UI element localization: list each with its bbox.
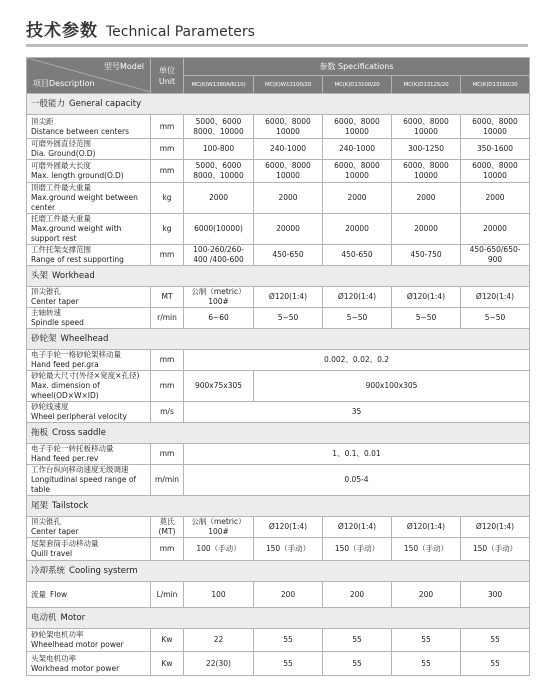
section-title [27,329,530,350]
spec-value-cell: 150（手动） [254,538,323,561]
section-title-cn: 拖板 [31,428,49,438]
spec-row [27,115,530,139]
spec-value-cell: 450-650 [254,245,323,266]
section-title-cn: 冷却系统 [31,566,66,576]
spec-row [27,139,530,160]
spec-row [27,652,530,676]
spec-row [27,538,530,561]
spec-name-cn: 头架电机功率 [31,653,76,663]
spec-name-cell [27,287,151,308]
spec-name-en: Wheelhead motor power [31,640,124,649]
section-title [27,608,530,629]
spec-value-cell: 2000 [323,183,392,214]
section-title [27,561,530,582]
spec-unit-cell: kg [151,214,184,245]
spec-unit-cell: mm [151,350,184,371]
spec-name-cn: 尾架套筒手动移动量 [31,539,99,548]
spec-value-cell: 6000、8000 10000 [254,115,323,139]
spec-name-en: Wheel peripheral velocity [31,412,127,421]
model-header-cell: MC(K)W1380A/6(10) [184,76,254,94]
header-divider [26,44,528,47]
spec-value-cell: Ø120(1:4) [461,517,530,538]
spec-value-cell: 240-1000 [254,139,323,160]
spec-name-en: Flow [50,589,68,599]
spec-value-cell: 5~50 [392,308,461,329]
spec-value-cell: 5~50 [254,308,323,329]
section-title-cn: 头架 [31,271,49,281]
spec-name-en: Center taper [31,297,79,306]
spec-name-cn: 砂轮最大尺寸(外径×宽度×孔径) [31,371,140,380]
spec-value-cell: 0.05-4 [184,465,530,496]
spec-value-cell: 100（手动） [184,538,254,561]
spec-name-cn: 顶磨工件最大重量 [31,183,91,192]
spec-value-cell: 6~60 [184,308,254,329]
spec-value-cell: 100-800 [184,139,254,160]
section-header-row [27,496,530,517]
spec-name-en: Longitudinal speed range of table [31,475,137,494]
page-header [26,16,526,46]
spec-value-cell: 450-650 [323,245,392,266]
spec-value-cell: 200 [254,582,323,608]
spec-value-cell: 6000、8000 10000 [254,160,323,183]
section-title-cn: 电动机 [31,613,57,623]
section-title-en: Cooling systerm [69,566,138,576]
spec-value-cell: 240-1000 [323,139,392,160]
spec-name-cell [27,160,151,183]
spec-unit-cell: m/s [151,402,184,423]
spec-row [27,582,530,608]
spec-name-cell [27,308,151,329]
spec-name-cn: 砂轮架电机功率 [31,630,84,639]
spec-name-en: Max. length ground(O.D) [31,171,124,180]
spec-value-cell: 55 [392,629,461,652]
spec-name-cn: 工件托架支撑范围 [31,245,91,254]
section-title-cn: 尾架 [31,501,49,511]
section-header-row [27,423,530,444]
section-title-en: Tailstock [52,501,89,511]
spec-row [27,214,530,245]
spec-name-en: Hand feed per.rev [31,454,99,463]
spec-value-cell: 150（手动） [323,538,392,561]
spec-value-cell: 2000 [461,183,530,214]
model-header-cell: MC(K)D13160/20 [461,76,530,94]
section-title-cn: 一般能力 [31,99,66,109]
spec-value-cell: 5000、6000 8000、10000 [184,115,254,139]
spec-value-cell: 20000 [254,214,323,245]
spec-value-cell: Ø120(1:4) [392,517,461,538]
spec-row [27,402,530,423]
spec-value-cell: Ø120(1:4) [323,287,392,308]
spec-value-cell: 公制（metric）100# [184,517,254,538]
spec-name-cn: 顶尖距 [31,116,54,126]
spec-value-cell: 1、0.1、0.01 [184,444,530,465]
spec-value-cell: 55 [461,629,530,652]
spec-name-cell [27,538,151,561]
spec-value-cell: Ø120(1:4) [461,287,530,308]
spec-name-cell [27,582,151,608]
spec-value-cell: 22 [184,629,254,652]
spec-unit-cell: mm [151,371,184,402]
spec-unit-cell: L/min [151,582,184,608]
spec-name-en: Max.ground weight with support rest [31,224,122,243]
spec-name-en: Max.ground weight between center [31,193,138,212]
spec-unit-cell: kg [151,183,184,214]
table-header-row [27,58,530,76]
spec-value-cell: 100 [184,582,254,608]
model-header-cell: MC(K)D13125/20 [392,76,461,94]
spec-name-en: Distance between centers [31,126,130,136]
model-header-cell: MC(K)W13100/20 [254,76,323,94]
spec-name-en: Max. dimension of wheel(OD×W×ID) [31,381,100,400]
spec-row [27,287,530,308]
spec-value-cell: 350-1600 [461,139,530,160]
spec-name-cell [27,402,151,423]
spec-unit-cell: mm [151,139,184,160]
section-title-en: General capacity [69,99,142,109]
spec-value-cell: 300-1250 [392,139,461,160]
spec-value-cell: 55 [254,629,323,652]
spec-name-cell [27,115,151,139]
spec-value-cell: 150（手动） [461,538,530,561]
spec-name-cell [27,465,151,496]
spec-value-cell: 5~50 [461,308,530,329]
spec-row [27,517,530,538]
spec-value-cell: 35 [184,402,530,423]
unit-header [151,58,184,94]
spec-unit-cell: mm [151,160,184,183]
spec-value-cell: 55 [392,652,461,676]
spec-value-cell: 6000、8000 10000 [392,160,461,183]
spec-value-cell: 6000、8000 10000 [461,160,530,183]
spec-value-cell: 55 [461,652,530,676]
spec-value-cell: 2000 [184,183,254,214]
spec-unit-cell: m/min [151,465,184,496]
spec-unit-cell: Kw [151,652,184,676]
spec-name-en: Hand feed per.gra [31,360,99,369]
spec-row [27,371,530,402]
spec-row [27,444,530,465]
section-title [27,423,530,444]
spec-value-cell: 20000 [461,214,530,245]
section-title [27,496,530,517]
spec-value-cell: 5000、6000 8000、10000 [184,160,254,183]
spec-value-cell: 55 [254,652,323,676]
spec-value-cell: 150（手动） [392,538,461,561]
spec-name-en: Spindle speed [31,318,84,327]
section-header-row [27,94,530,115]
section-title-en: Wheelhead [60,334,109,344]
spec-row [27,465,530,496]
spec-value-cell: 55 [323,629,392,652]
spec-name-cell [27,245,151,266]
spec-value-cell: 20000 [392,214,461,245]
page-title-en: Technical Parameters [106,24,255,40]
section-header-row [27,329,530,350]
specifications-header: 参数 Specifications [184,58,530,76]
spec-name-cell [27,371,151,402]
spec-value-cell: Ø120(1:4) [254,287,323,308]
spec-value-cell: 200 [323,582,392,608]
section-title [27,94,530,115]
unit-header-en: Unit [158,76,176,86]
spec-row [27,629,530,652]
spec-value-cell: 100-260/260-400 /400-600 [184,245,254,266]
spec-value-cell: 6000、8000 10000 [323,160,392,183]
spec-row [27,245,530,266]
spec-name-en: Dia. Ground(O.D) [31,149,96,158]
section-header-row [27,561,530,582]
spec-name-en: Range of rest supporting [31,255,124,264]
spec-name-cn: 顶尖锥孔 [31,517,61,526]
spec-value-cell: 6000、8000 10000 [392,115,461,139]
section-title-en: Workhead [52,271,95,281]
spec-value-cell: 2000 [392,183,461,214]
spec-name-cn: 工作台纵向移动速度无级调速 [31,465,129,474]
spec-value-cell: Ø120(1:4) [392,287,461,308]
spec-name-cn: 托磨工件最大重量 [31,214,91,223]
spec-value-cell: 200 [392,582,461,608]
spec-row [27,308,530,329]
spec-value-cell: 6000、8000 10000 [461,115,530,139]
corner-item-label: 项目Description [33,79,95,88]
section-title [27,266,530,287]
spec-name-cn: 电子手轮一格砂轮架移动量 [31,350,121,359]
corner-model-label: 型号Model [103,62,144,71]
spec-name-en: Quill travel [31,549,73,558]
spec-name-cell [27,652,151,676]
spec-value-cell: 450-750 [392,245,461,266]
spec-value-cell: 20000 [323,214,392,245]
spec-unit-cell: mm [151,245,184,266]
spec-table [26,57,530,676]
spec-row [27,350,530,371]
spec-value-cell: 2000 [254,183,323,214]
spec-name-cell [27,214,151,245]
model-header-cell: MC(K)D13100/20 [323,76,392,94]
spec-name-cn: 可磨外圆直径范围 [31,139,91,148]
section-header-row [27,266,530,287]
spec-value-cell: Ø120(1:4) [254,517,323,538]
spec-value-cell: 900x100x305 [254,371,530,402]
spec-unit-cell: MT [151,287,184,308]
spec-name-cell [27,350,151,371]
spec-value-cell: 0.002、0.02、0.2 [184,350,530,371]
spec-value-cell: 55 [323,652,392,676]
spec-name-cell [27,517,151,538]
spec-value-cell: 22(30) [184,652,254,676]
section-title-en: Cross saddle [52,428,107,438]
spec-value-cell: 6000、8000 10000 [323,115,392,139]
spec-unit-cell: mm [151,115,184,139]
spec-unit-cell: mm [151,444,184,465]
spec-name-cn: 砂轮线速度 [31,402,69,411]
spec-name-cell [27,139,151,160]
section-header-row [27,608,530,629]
unit-header-cn: 单位 [159,65,175,75]
spec-name-cn: 主轴转速 [31,308,61,317]
section-title-en: Motor [60,613,86,623]
section-title-cn: 砂轮架 [31,334,57,344]
spec-name-en: Workhead motor power [31,663,120,673]
spec-unit-cell: 莫氏(MT) [151,517,184,538]
spec-unit-cell: Kw [151,629,184,652]
spec-name-cell [27,183,151,214]
spec-value-cell: 900x75x305 [184,371,254,402]
spec-row [27,183,530,214]
spec-value-cell: 300 [461,582,530,608]
spec-row [27,160,530,183]
spec-name-cell [27,444,151,465]
spec-name-cell [27,629,151,652]
spec-value-cell: 5~50 [323,308,392,329]
spec-unit-cell: r/min [151,308,184,329]
spec-name-en: Center taper [31,527,79,536]
spec-unit-cell: mm [151,538,184,561]
spec-value-cell: 450-650/650-900 [461,245,530,266]
spec-name-cn: 电子手轮一转托板移动量 [31,444,114,453]
page-title-cn: 技术参数 [26,21,98,41]
spec-name-cn: 可磨外圆最大长度 [31,161,91,170]
spec-name-cn: 顶尖锥孔 [31,287,61,296]
spec-value-cell: 6000(10000) [184,214,254,245]
spec-name-cn: 流量 [31,589,46,599]
header-corner-cell [27,58,151,94]
spec-value-cell: Ø120(1:4) [323,517,392,538]
spec-value-cell: 公制（metric）100# [184,287,254,308]
